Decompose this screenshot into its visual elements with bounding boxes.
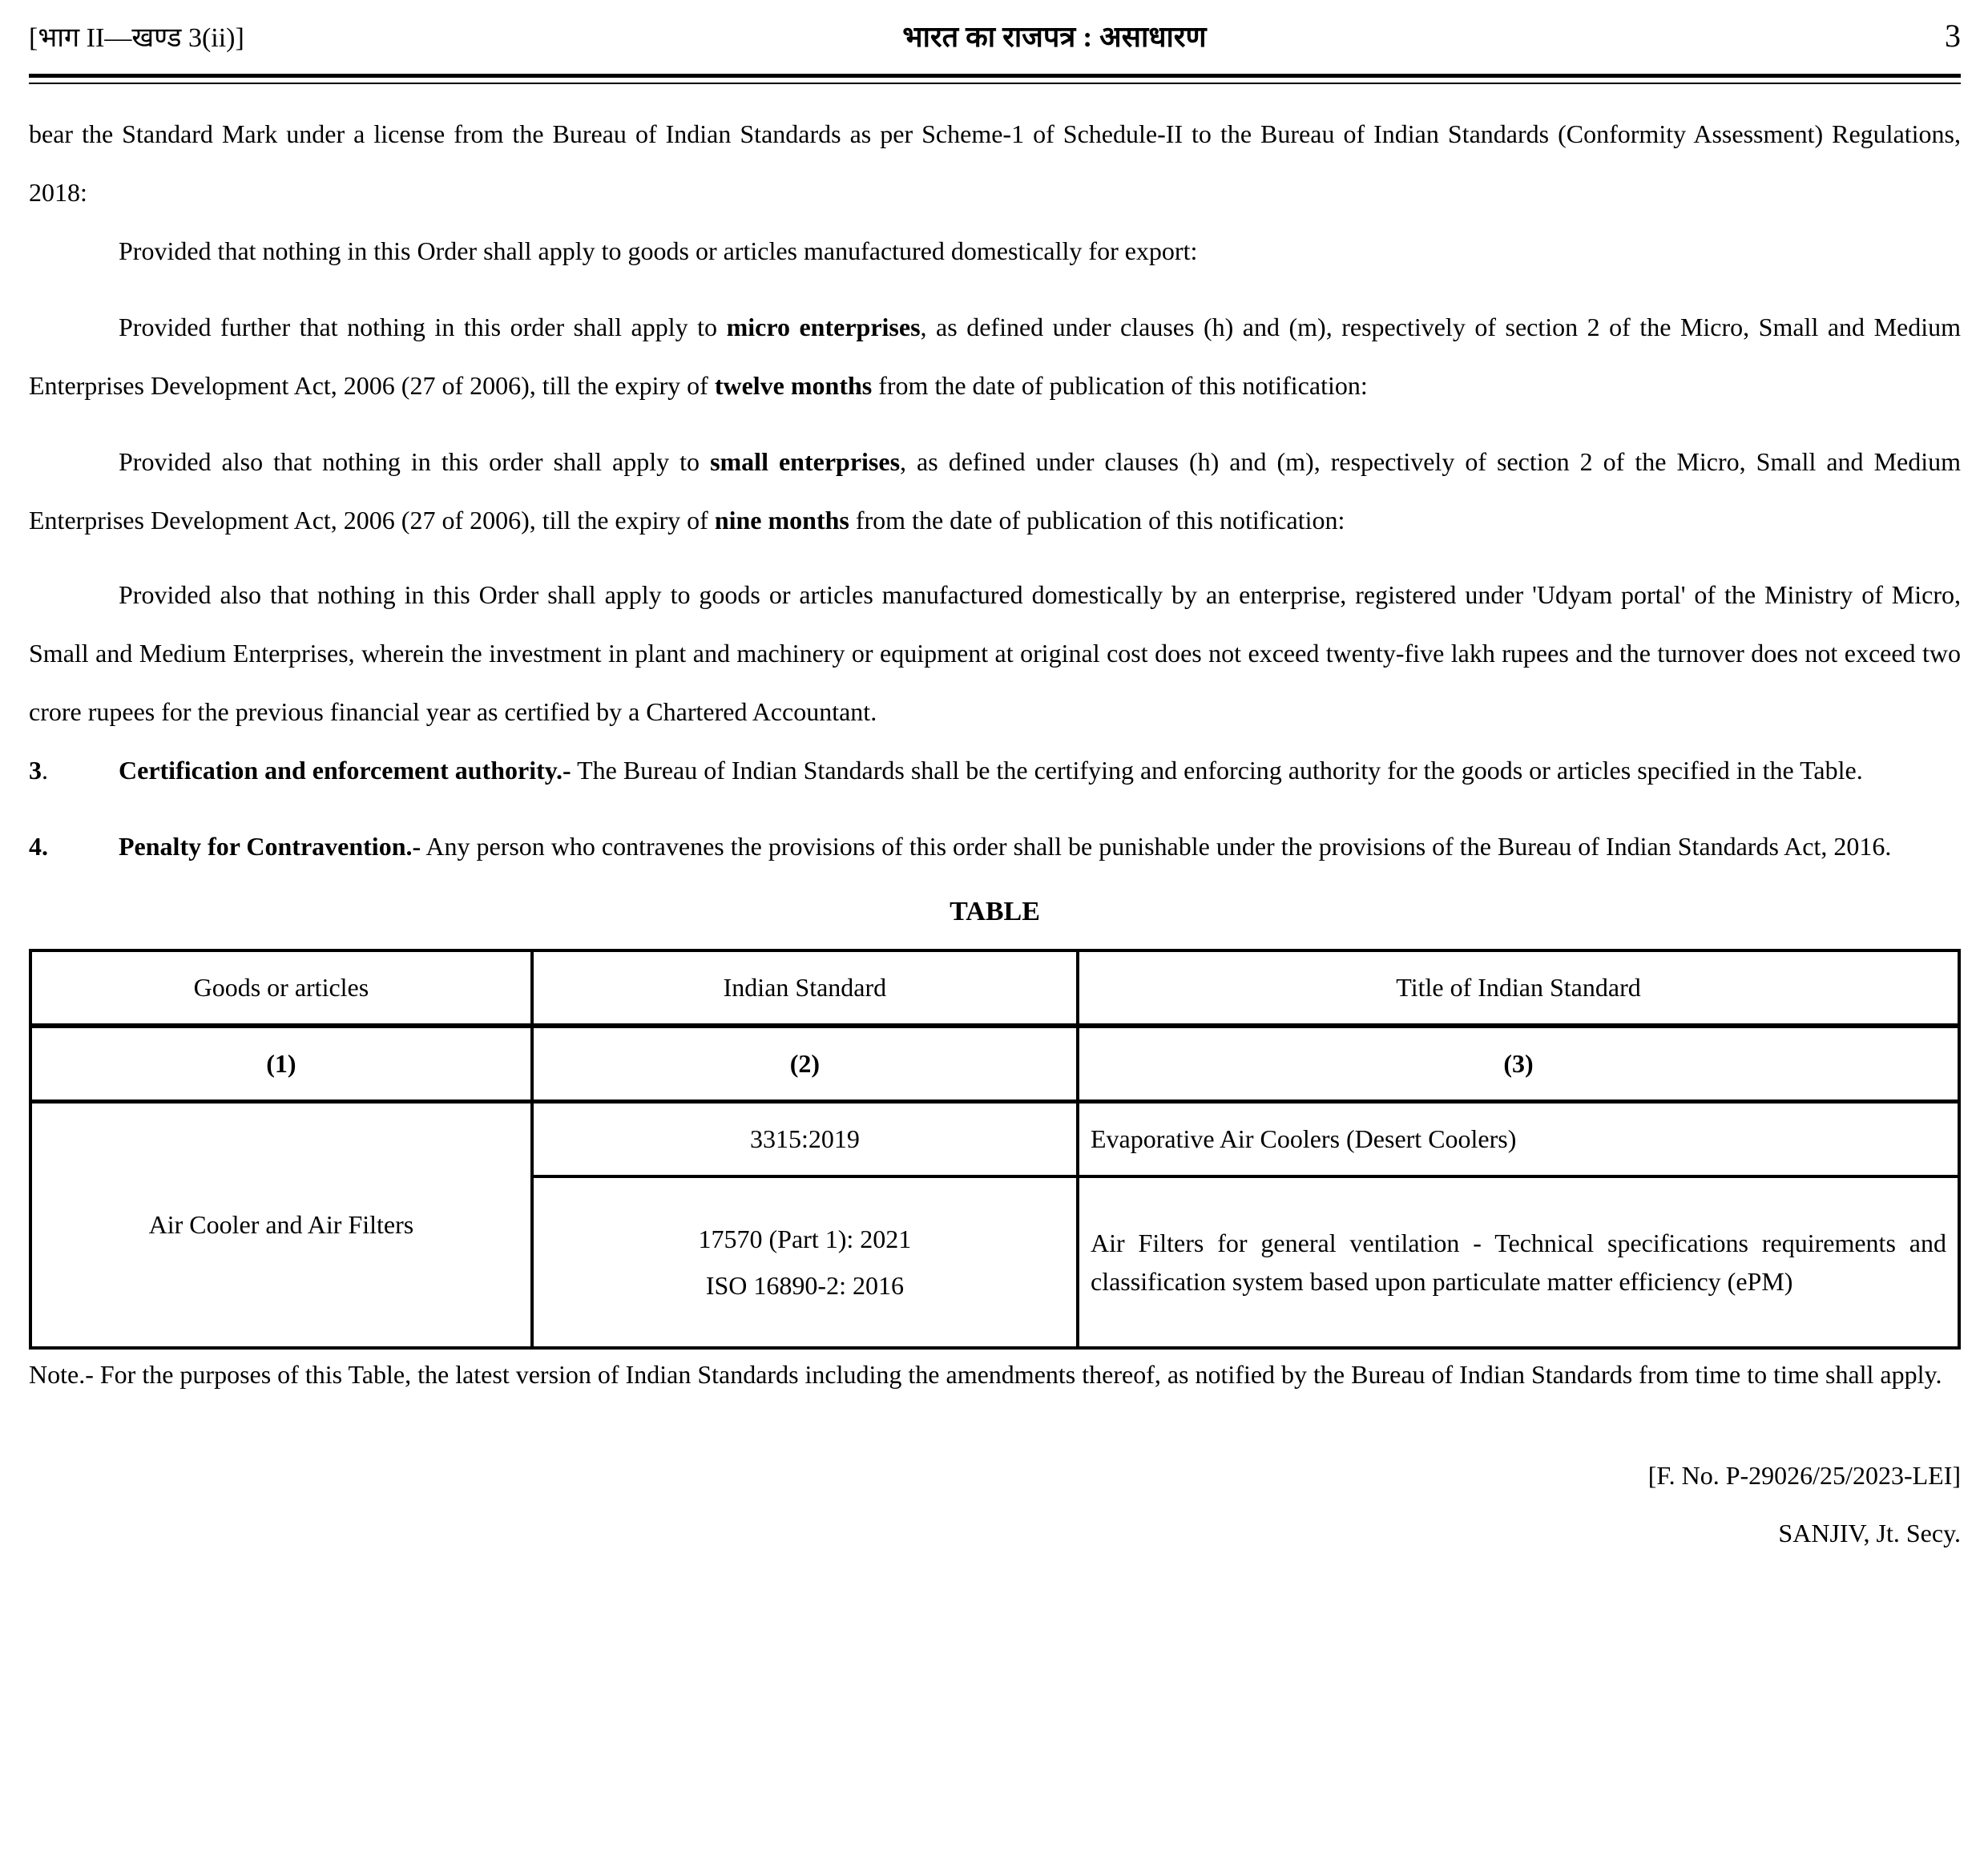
table-note	[29, 1350, 1961, 1400]
header-rule-thick	[29, 74, 1961, 78]
running-header	[29, 16, 1961, 66]
section-3-dot: .	[42, 756, 48, 785]
standards-table	[29, 949, 1961, 1350]
table-header-row	[30, 950, 1959, 1026]
paragraph-text-segment: from the date of publication of this notification:	[849, 506, 1345, 535]
bold-twelve-months: twelve months	[714, 371, 873, 400]
section-3-heading: Certification and enforcement authority.-	[119, 756, 571, 785]
col-number-2: (2)	[532, 1026, 1078, 1102]
section-4-heading: Penalty for Contravention.-	[119, 832, 421, 861]
gazette-title: भारत का राजपत्र : असाधारण	[902, 21, 1207, 53]
col-header-standard: Indian Standard	[532, 950, 1078, 1026]
section-3-text: The Bureau of Indian Standards shall be the certifying and enforcing authority for the goods or articles specified in the Table.	[571, 756, 1863, 785]
header-part-section: [भाग II—खण्ड 3(ii)]	[29, 23, 244, 53]
col-number-1: (1)	[30, 1026, 532, 1102]
document-body	[29, 105, 1961, 1562]
section-3-digit: 3	[29, 756, 42, 785]
continuation-paragraph: bear the Standard Mark under a license from the Bureau of Indian Standards as per Scheme-1 of Schedule-II to the Bureau of Indian Standards (Conformity Assessment) Regulations, 2018:	[29, 119, 1961, 207]
cell-title-2: Air Filters for general ventilation - Technical specifications requirements and classification system based upon particulate matter efficiency (ePM)	[1078, 1176, 1959, 1348]
section-3-paragraph	[29, 741, 1961, 800]
proviso-small-enterprises-paragraph	[29, 433, 1961, 550]
table-column-number-row	[30, 1026, 1959, 1102]
cell-standard-2	[532, 1176, 1078, 1348]
proviso-export-paragraph: Provided that nothing in this Order shall apply to goods or articles manufactured domestically for export:	[119, 236, 1198, 265]
section-3-number	[29, 741, 119, 800]
paragraph-text-segment: , as defined under clauses (h) and (m), respectively of section 2 of the Micro, Small and Medium Enterprises Development Act, 2006 (27 of 2006), till the expiry of	[29, 447, 1962, 535]
note-label: Note.-	[29, 1360, 94, 1389]
cell-goods: Air Cooler and Air Filters	[30, 1102, 532, 1349]
bold-micro-enterprises: micro enterprises	[726, 313, 921, 341]
proviso-micro-enterprises-paragraph	[29, 298, 1961, 415]
section-4-number: 4.	[29, 832, 48, 861]
signatory: SANJIV, Jt. Secy.	[1778, 1519, 1961, 1547]
col-number-3: (3)	[1078, 1026, 1959, 1102]
standard-line-1: 17570 (Part 1): 2021	[698, 1225, 912, 1253]
signature-block	[29, 1446, 1961, 1562]
note-text: For the purposes of this Table, the latest version of Indian Standards including the amendments thereof, as notified by the Bureau of Indian Standards from time to time shall apply.	[93, 1360, 1942, 1389]
section-4-paragraph	[29, 817, 1961, 876]
col-header-title: Title of Indian Standard	[1078, 950, 1959, 1026]
header-rule-thin	[29, 83, 1961, 84]
paragraph-text-segment: Provided further that nothing in this order shall apply to	[119, 313, 727, 341]
bold-small-enterprises: small enterprises	[710, 447, 901, 476]
standard-line-2: ISO 16890-2: 2016	[705, 1271, 904, 1300]
section-4-text: Any person who contravenes the provisions of this order shall be punishable under the provisions of the Bureau of Indian Standards Act, 2016.	[421, 832, 1892, 861]
paragraph-text-segment: Provided also that nothing in this order shall apply to	[119, 447, 711, 476]
paragraph-text-segment: , as defined under clauses (h) and (m), respectively of section 2 of the Micro, Small and Medium Enterprises Development Act, 2006 (27 of 2006), till the expiry of	[29, 313, 1962, 400]
table-row	[30, 1102, 1959, 1177]
bold-nine-months: nine months	[714, 506, 849, 535]
cell-title-1: Evaporative Air Coolers (Desert Coolers)	[1078, 1102, 1959, 1177]
proviso-udyam-paragraph: Provided also that nothing in this Order shall apply to goods or articles manufactured domestically by an enterprise, registered under 'Udyam portal' of the Ministry of Micro, Small and Medium Enterprises, wherein the investment in plant and machinery or equipment at original cost does not exceed twenty-five lakh rupees and the turnover does not exceed two crore rupees for the previous financial year as certified by a Chartered Accountant.	[29, 580, 1961, 726]
paragraph-text-segment: from the date of publication of this notification:	[872, 371, 1368, 400]
table-title: TABLE	[950, 897, 1040, 926]
file-number: [F. No. P-29026/25/2023-LEI]	[1647, 1461, 1961, 1490]
col-header-goods: Goods or articles	[30, 950, 532, 1026]
page-number: 3	[1945, 18, 1961, 54]
cell-standard-1: 3315:2019	[532, 1102, 1078, 1177]
